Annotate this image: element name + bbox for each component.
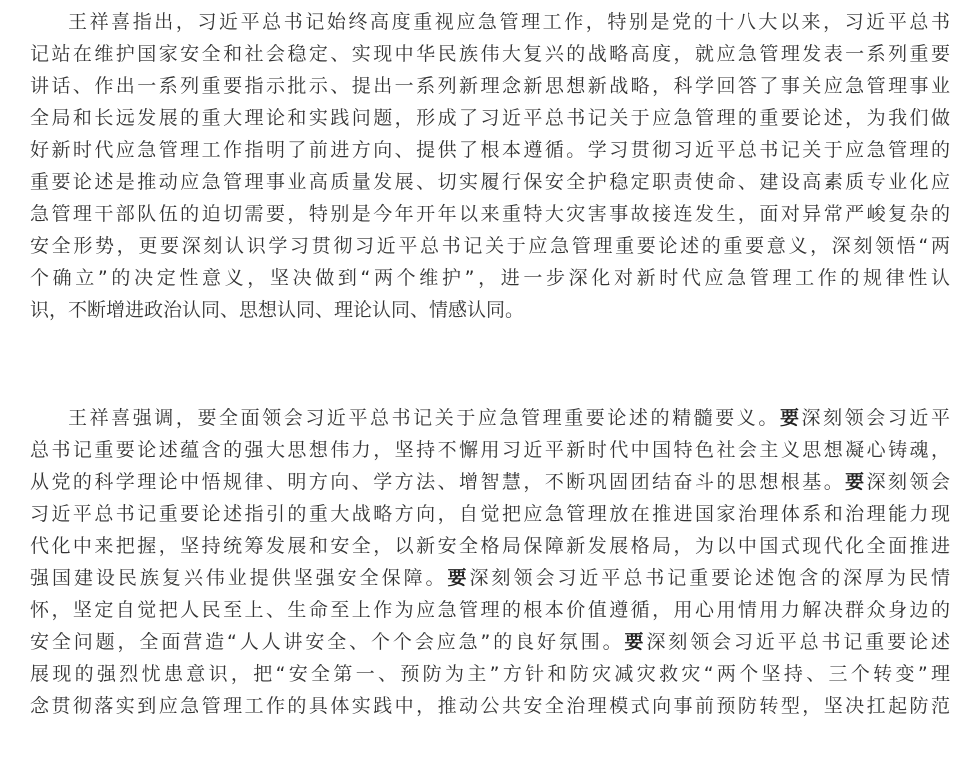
text-line [30,294,950,326]
text-run: 念贯彻落实到应急管理工作的具体实践中，推动公共安全治理模式向事前预防转型，坚决扛起防范 [30,695,950,717]
text-line [30,166,950,198]
text-line [30,690,950,722]
text-run: 王祥喜强调，要全面领会习近平总书记关于应急管理重要论述的精髓要义。 [68,407,780,429]
text-run: 安全形势，更要深刻认识学习贯彻习近平总书记关于应急管理重要论述的重要意义，深刻领悟“两 [30,235,950,257]
text-run: 急管理干部队伍的迫切需要，特别是今年开年以来重特大灾害事故接连发生，面对异常严峻复杂的 [30,203,950,225]
text-line [30,38,950,70]
text-line [30,466,950,498]
text-run: 怀，坚定自觉把人民至上、生命至上作为应急管理的根本价值遵循，用心用情用力解决群众身边的 [30,599,950,621]
paragraph-1 [30,6,950,326]
text-run: 个确立”的决定性意义，坚决做到“两个维护”，进一步深化对新时代应急管理工作的规律性认 [30,267,950,289]
text-run: 从党的科学理论中悟规律、明方向、学方法、增智慧，不断巩固团结奋斗的思想根基。 [30,471,846,493]
text-run: 代化中来把握，坚持统筹发展和安全，以新安全格局保障新发展格局，为以中国式现代化全面推进 [30,535,950,557]
text-line [30,134,950,166]
text-run: 总书记重要论述蕴含的强大思想伟力，坚持不懈用习近平新时代中国特色社会主义思想凝心铸魂， [30,439,950,461]
text-line [30,70,950,102]
emphasis-word: 要 [845,471,867,493]
text-line [30,402,950,434]
emphasis-word: 要 [447,567,470,589]
emphasis-word: 要 [624,631,647,653]
emphasis-word: 要 [779,407,802,429]
text-run: 重要论述是推动应急管理事业高质量发展、切实履行保安全护稳定职责使命、建设高素质专业化应 [30,171,950,193]
text-run: 全局和长远发展的重大理论和实践问题，形成了习近平总书记关于应急管理的重要论述，为我们做 [30,107,950,129]
text-line [30,626,950,658]
text-run: 识，不断增进政治认同、思想认同、理论认同、情感认同。 [30,299,525,321]
text-run: 安全问题，全面营造“人人讲安全、个个会应急”的良好氛围。 [30,631,625,653]
text-line [30,262,950,294]
text-line [30,6,950,38]
text-line [30,658,950,690]
paragraph-2 [30,402,950,722]
text-line [30,434,950,466]
text-line [30,198,950,230]
text-line [30,562,950,594]
text-run: 深刻领会 [866,471,950,493]
text-run: 习近平总书记重要论述指引的重大战略方向，自觉把应急管理放在推进国家治理体系和治理能力现 [30,503,950,525]
text-run: 展现的强烈忧患意识，把“安全第一、预防为主”方针和防灾减灾救灾“两个坚持、三个转变”理 [30,663,950,685]
text-run: 深刻领会习近平总书记重要论述饱含的深厚为民情 [469,567,950,589]
text-line [30,498,950,530]
text-line [30,594,950,626]
text-run: 强国建设民族复兴伟业提供坚强安全保障。 [30,567,448,589]
text-run: 记站在维护国家安全和社会稳定、实现中华民族伟大复兴的战略高度，就应急管理发表一系列重要 [30,43,950,65]
text-run: 好新时代应急管理工作指明了前进方向、提供了根本遵循。学习贯彻习近平总书记关于应急管理的 [30,139,950,161]
text-line [30,530,950,562]
text-line [30,102,950,134]
text-run: 讲话、作出一系列重要指示批示、提出一系列新理念新思想新战略，科学回答了事关应急管理事业 [30,75,950,97]
text-line [30,230,950,262]
text-run: 王祥喜指出，习近平总书记始终高度重视应急管理工作，特别是党的十八大以来，习近平总书 [68,11,950,33]
text-run: 深刻领会习近平总书记重要论述 [646,631,950,653]
text-run: 深刻领会习近平 [801,407,950,429]
